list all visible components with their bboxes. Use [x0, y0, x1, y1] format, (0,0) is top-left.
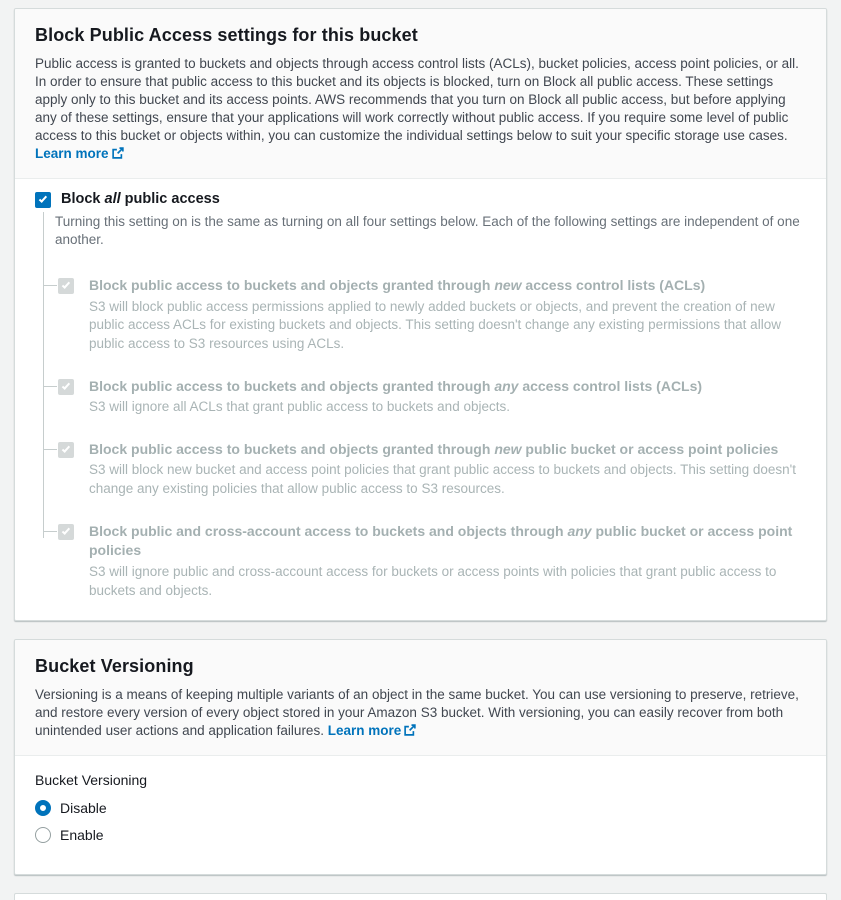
setting-checkbox-disabled	[58, 442, 74, 458]
check-icon	[62, 280, 70, 289]
setting-checkbox-disabled	[58, 379, 74, 395]
versioning-disable-option[interactable]	[35, 800, 806, 816]
setting-block-any-cross-account	[43, 522, 806, 600]
section-title: Bucket Versioning	[35, 656, 194, 677]
setting-block-any-acls	[43, 377, 806, 417]
sub-settings-list	[43, 276, 806, 600]
setting-description: S3 will block new bucket and access point policies that grant public access to buckets and objects. This setting doesn't change any existing policies that allow public access to S3 resources.	[89, 462, 796, 497]
section-description: Versioning is a means of keeping multiple variants of an object in the same bucket. You can use versioning to preserve, retrieve, and restore every version of every object stored in your Amazon S3 bucket. With versioning, you can easily recover from both unintended user actions and application failures. Learn more	[35, 687, 799, 739]
block-public-access-body	[15, 179, 826, 620]
bucket-versioning-body	[15, 756, 826, 874]
check-icon	[62, 526, 70, 535]
block-all-public-access-row	[35, 191, 806, 208]
radio-label[interactable]: Enable	[60, 826, 104, 843]
learn-more-link[interactable]: Learn more	[328, 723, 417, 738]
setting-title: Block public access to buckets and objects granted through any access control lists (ACLs)	[89, 377, 703, 394]
bucket-versioning-field-label: Bucket Versioning	[35, 771, 148, 788]
check-icon	[62, 444, 70, 453]
setting-title: Block public access to buckets and objects granted through new public bucket or access point policies	[89, 440, 779, 457]
radio-unselected-icon[interactable]	[35, 827, 51, 843]
setting-block-new-acls	[43, 276, 806, 353]
block-all-description: Turning this setting on is the same as turning on all four settings below. Each of the following settings are independent of one another.	[55, 213, 800, 247]
setting-description: S3 will ignore all ACLs that grant public access to buckets and objects.	[89, 399, 510, 415]
bucket-versioning-header	[15, 640, 826, 756]
block-all-public-access-checkbox[interactable]	[35, 192, 51, 208]
setting-checkbox-disabled	[58, 524, 74, 540]
check-icon	[39, 194, 47, 203]
check-icon	[62, 381, 70, 390]
external-link-icon	[404, 724, 416, 736]
setting-description: S3 will block public access permissions applied to newly added buckets or objects, and prevent the creation of new public access ACLs for existing buckets and objects. This setting doesn't change any existing permissions that allow public access to S3 resources using ACLs.	[89, 298, 781, 351]
setting-title: Block public access to buckets and objects granted through new access control lists (ACLs)	[89, 277, 706, 294]
section-description: Public access is granted to buckets and objects through access control lists (ACLs), bucket policies, access point policies, or all. In order to ensure that public access to this bucket and its objects is blocked, turn on Block all public access. These settings apply only to this bucket and its access points. AWS recommends that you turn on Block all public access, but before applying any of these settings, ensure that your applications will work correctly without public access. If you require some level of public access to this bucket or objects within, you can customize the individual settings below to suit your specific storage use cases. Learn more	[35, 56, 799, 161]
setting-checkbox-disabled	[58, 278, 74, 294]
next-section-card-edge	[14, 893, 827, 900]
section-title: Block Public Access settings for this bucket	[35, 25, 418, 45]
radio-selected-icon[interactable]	[35, 800, 51, 816]
block-public-access-card	[14, 8, 827, 621]
external-link-icon	[112, 147, 124, 159]
setting-block-new-policies	[43, 440, 806, 499]
versioning-enable-option[interactable]	[35, 827, 806, 843]
setting-title: Block public and cross-account access to buckets and objects through any public bucket or access point policies	[89, 522, 793, 559]
sub-settings-tree	[43, 208, 806, 600]
setting-description: S3 will ignore public and cross-account access for buckets or access points with policies that grant public access to buckets and objects.	[89, 563, 777, 598]
radio-label[interactable]: Disable	[60, 799, 107, 816]
block-all-public-access-label[interactable]: Block all public access	[61, 190, 220, 207]
learn-more-link[interactable]: Learn more	[35, 146, 124, 161]
block-public-access-header	[15, 9, 826, 179]
bucket-versioning-card	[14, 639, 827, 875]
